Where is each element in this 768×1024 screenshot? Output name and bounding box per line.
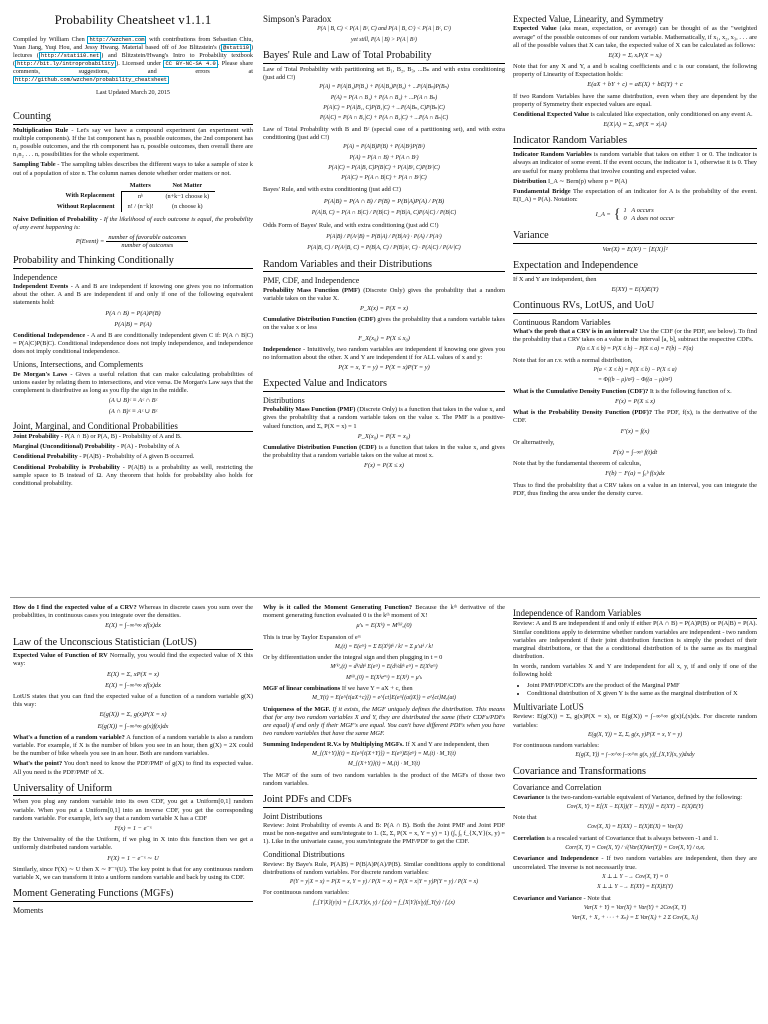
equation: yet still, P(A | B) > P(A | Bᶜ) (351, 36, 417, 43)
text: - A and B are conditionally independent given C if: P(A ∩ B|C) = P(A|C)P(B|C). Conditional independence does not imply independence, and independence does not imply conditional independence. (13, 331, 253, 356)
equation: P(A) = P(A ∩ B₁) + P(A ∩ B₂) + ...P(A ∩ Bₙ) (330, 94, 438, 101)
subsection-cov-corr: Covariance and Correlation (513, 783, 602, 793)
section-exp-independence: Expectation and Independence (513, 260, 757, 274)
subsection-joint-dist: Joint Distributions (263, 811, 323, 821)
equation: Cov(X, X) = E(XX) − E(X)E(X) = Var(X) (587, 824, 683, 831)
equation: E(X) = ∫₋∞^∞ xf(x)dx (105, 622, 161, 630)
equation: E(X|A) = Σₓ xP(X = x|A) (603, 121, 667, 129)
intro-text: with contributions from Sebastian Chiu, Yuan Jiang, Yuqi Hou, and Jessy Hwang. Material based off of Joe Blitzstein's (13, 35, 253, 51)
lotus-statement: LotUS states that you can find the expected value of a function of a random variable g(X) this way: (13, 693, 253, 709)
column-1-top (13, 10, 253, 593)
text: Because the kᵗʰ derivative of the moment generating function evaluated 0 is the kᵗʰ moment of X! (263, 604, 505, 620)
intro-text: Compiled by William Chen (13, 35, 85, 43)
equation: E(g(X)) = Σₓ g(x)P(X = x) (99, 711, 167, 719)
subsection-simpson: Simpson's Paradox (263, 14, 332, 24)
col-header: Not Matter (159, 181, 215, 191)
intro-text: and Blitzstein/Hwang's Intro to Probability textbook (107, 51, 253, 59)
subsection-moments: Moments (13, 905, 44, 915)
label: Correlation (513, 834, 545, 842)
equation: P(A | B, C) < P(A | Bᶜ, C) and P(A | B, Cᶜ) < P(A | Bᶜ, Cᶜ) (317, 26, 451, 33)
naive-def (13, 216, 253, 232)
intro-text: lectures (13, 51, 33, 59)
text: is a rescaled variant of Covariance that is always between -1 and 1. (546, 834, 719, 842)
label: Naive Definition of Probability (13, 215, 98, 223)
linearity-text: Note that for any X and Y, a and b scaling coefficients and c is our constant, the following property of Linearity of Expectation holds: (513, 63, 757, 79)
intro-text: . Please share comments, suggestions, and errors at (13, 59, 253, 75)
equation: (A ∩ B)ᶜ ≡ Aᶜ ∪ Bᶜ (108, 408, 158, 416)
correlation-text (513, 835, 757, 843)
label: Uniqueness of the MGF. (263, 705, 331, 713)
label: Expected Value (513, 25, 557, 33)
crv-interval (513, 328, 757, 344)
text: - Intuitively, two random variables are independent if knowing one gives you no information about the other. X and Y are independent if for ALL values of x and y: (263, 345, 505, 361)
list-item: • Joint PMF/PDF/CDFs are the product of the Marginal PMF (527, 682, 757, 690)
section-counting: Counting (13, 111, 253, 125)
rv-ind-text: Review: A and B are independent if and only if either P(A ∩ B) = P(A)P(B) or P(A|B) = P(A). Similar conditions apply to determine whether random variables are independent - two random variables are independent if their joint distribution function is simply the product of their marginal distributions, or that the a conditional distribution of is the same as its marginal distribution. (513, 620, 757, 661)
text: - If the likelihood of each outcome is equal, the probability of any event happening is: (13, 215, 253, 231)
indicator-dist (513, 178, 757, 186)
subsection-crv: Continuous Random Variables (513, 317, 611, 327)
link-license[interactable]: CC BY-NC-SA 4.0 (165, 60, 216, 67)
indicator-text (513, 151, 757, 176)
equation: Var(X + Y) = Var(X) + Var(Y) + 2Cov(X, Y) (583, 904, 687, 911)
label: Indicator Random Variables (513, 151, 592, 159)
intro-text: . Licensed under (118, 59, 162, 67)
text: - The sampling tables describes the different ways to take a sample of size k out of a population of size n. The column names denote whether order matters or not. (13, 161, 253, 177)
uou-text: When you plug any random variable into its own CDF, you get a Uniform[0,1] random variable. When you put a Uniform[0,1] into an inverse CDF, you get the corresponding random variable. For example, let's say that a random variable X has a CDF (13, 798, 253, 822)
symmetry-text: If two Random Variables have the same distribution, even when they are dependent by the property of Symmetry their expected values are equal. (513, 92, 757, 108)
label: Fundamental Bridge (513, 187, 571, 195)
table-cell: (n choose k) (172, 202, 203, 210)
rv-ind-text-2: In words, random variables X and Y are independent for all x, y, if and only if one of the following hold: (513, 663, 757, 679)
page-title: Probability Cheatsheet v1.1.1 (54, 12, 212, 27)
text: It is the following function of x. (649, 387, 732, 395)
pmf-text (263, 287, 505, 303)
link-stat110[interactable]: http://stat110.net (40, 52, 100, 59)
joint-prob (13, 433, 253, 441)
intro-paragraph: Compiled by William Chen http://wzchen.com with contributions from Sebastian Chiu, Yuan Jiang, Yuqi Hou, and Jessy Hwang. Material based off of Joe Blitzstein's ( @stat110 ) lectures ( http://stat110.net ) and Blitzstein/Hwang's Intro to Probability textbook ( http://bit.ly/introprobability ). Licensed under CC BY-NC-SA 4.0 . Please share comments, suggestions, and errors at http://github.com/wzchen/probability_cheatsheet (13, 35, 253, 83)
equation: Cov(X, Y) = E[(X − E(X))(Y − E(Y))] = E(XY) − E(X)E(Y) (566, 803, 704, 810)
mult-rule (13, 127, 253, 160)
equation: = Φ((b − μ)/σ²) − Φ((a − μ)/σ²) (597, 377, 673, 384)
de-morgan (13, 371, 253, 396)
equation: M_{(X+Y)}(t) = Mₓ(t) · M_Y(t) (348, 761, 420, 768)
label: Multiplication Rule (13, 126, 69, 134)
label: What is the Probability Density Function (PDF)? (513, 409, 653, 417)
label: What's a function of a random variable? (13, 733, 125, 741)
equation: F(x) = 1 − e⁻ˣ (114, 825, 152, 832)
equation: P(A|C) = P(A|B, C)P(B|C) + P(A|Bᶜ, C)P(Bᶜ|C) (328, 165, 440, 172)
mlotus-text-2: For continuous random variables: (513, 742, 600, 750)
label: Probability Mass Function (PMF) (263, 406, 356, 414)
subsection-distributions: Distributions (263, 395, 305, 405)
label: Covariance and Independence (513, 855, 599, 863)
subsection-cond-dist: Conditional Distributions (263, 850, 345, 860)
label: Conditional Probability is Probability (13, 463, 120, 471)
subsection-joint-marginal: Joint, Marginal, and Conditional Probabilities (13, 421, 253, 432)
ftc-note: Note that by the fundamental theorem of calculus, (513, 460, 642, 468)
label: Independence (263, 345, 301, 353)
mgf-sum-text: The MGF of the sum of two random variables is the product of the MGFs of those two random variables. (263, 771, 505, 787)
label: Sampling Table (13, 161, 56, 169)
rv-independence (263, 346, 505, 362)
section-indicators: Indicator Random Variables (513, 135, 757, 149)
equation: P(A|B) = P(A ∩ B) / P(B) = P(B|A)P(A) / P(B) (323, 198, 445, 206)
equation: E(aX + bY + c) = aE(X) + bE(Y) + c (587, 81, 683, 89)
equation: P(A|B) / P(Aᶜ|B) = P(B|A) / P(B|Aᶜ) · P(A) / P(Aᶜ) (326, 233, 442, 240)
bayes-rule-text: Bayes' Rule, and with extra conditioning (just add C!) (263, 185, 401, 193)
cdf-question (513, 388, 757, 396)
uou-text-3: Similarly, since F(X) ∼ U then X ∼ F⁻¹(U). The key point is that for any continuous random variable X, we can transform it into a uniform random variable and back by using its CDF. (13, 865, 253, 881)
taylor-text: This is true by Taylor Expansion of eᵗˣ (263, 633, 361, 641)
table-cell: n! / (n−k)! (127, 202, 154, 210)
ltp2-text: Law of Total Probability with B and Bᶜ (special case of a partitioning set), and with extra conditioning (just add C!) (263, 125, 505, 142)
label: Covariance and Variance (513, 894, 582, 902)
column-2-top (263, 10, 505, 593)
link-wzchen[interactable]: http://wzchen.com (89, 36, 145, 43)
cdf-text (263, 316, 505, 332)
equation: P(Y = y|X = x) = P(X = x, Y = y) / P(X = x) = P(X = x|Y = y)P(Y = y) / P(X = x) (289, 878, 479, 885)
equation: M_{(X+Y)}(t) = E(e^{t(X+Y)}) = E(eᵗˣ)E(eᵗʸ) = Mₓ(t) · M_Y(t) (312, 750, 456, 757)
equation: P(A|B) = P(A) (114, 320, 152, 328)
subsection-independence: Independence (13, 272, 58, 282)
equation: P(A|C) = P(A ∩ B|C) + P(A ∩ Bᶜ|C) (341, 175, 427, 182)
column-2-bottom (263, 604, 505, 1024)
lotus-intro (13, 652, 253, 668)
subsection-rv-independence: Independence of Random Variables (513, 608, 757, 619)
label: De Morgan's Laws (13, 370, 68, 378)
table-cell: nᵏ (138, 192, 144, 200)
equation: X ⊥⊥ Y −→ E(XY) = E(X)E(Y) (597, 884, 673, 891)
section-lotus: Law of the Unconscious Statistician (LotUS) (13, 637, 253, 651)
label: Conditional Expected Value (513, 111, 589, 119)
equation: M_Y(t) = E(e^{t(aX+c)}) = e^{ct}E(e^{(at)X}) = e^{ct}Mₓ(at) (312, 695, 456, 702)
section-expected-value: Expected Value and Indicators (263, 378, 505, 392)
eq-denominator: number of outcomes (121, 242, 174, 250)
equation: f_{Y|X}(y|x) = f_{X,Y}(x, y) / fₓ(x) = f_{X|Y}(x|y)f_Y(y) / fₓ(x) (313, 899, 455, 906)
label: Probability Mass Function (PMF) (263, 286, 361, 294)
independent-events (13, 283, 253, 308)
label: Joint Probability (13, 432, 60, 440)
equation: X ⊥⊥ Y −→ Cov(X, Y) = 0 (602, 873, 668, 880)
diff-text: Or by differentiation under the integral sign and then plugging in t = 0 (263, 654, 443, 662)
section-random-variables: Random Variables and their Distributions (263, 259, 505, 273)
cont-text: For continuous random variables: (263, 889, 350, 897)
text: - Let's say we have a compound experiment (an experiment with multiple components). If the 1st component has n₁ possible outcomes, the 2nd component has n₂ possible outcomes, and the rth component has nᵣ possible outcomes, then overall there are n₁n₂ . . . nᵣ possibilities for the whole experiment. (13, 126, 253, 159)
normal-note: Note that for an r.v. with a normal distribution, (513, 356, 633, 364)
section-variance: Variance (513, 230, 757, 244)
label: Conditional Probability (13, 453, 78, 461)
brace-icon: { (613, 207, 621, 223)
equation: P(A|C) = P(A ∩ B₁|C) + P(A ∩ B₂|C) + ...P(A ∩ Bₙ|C) (319, 115, 449, 122)
text: is random variable that takes on either 1 or 0. The indicator is always an indicator of some event. If the event occurs, the indicator is 1, otherwise it is 0. They are useful for many problems that involve counting and expected value. (513, 151, 757, 175)
equation: M⁽ᵏ⁾ₓ(0) = E(Xᵏe⁰ˣ) = E(Xᵏ) = μ′ₖ (345, 674, 423, 681)
section-universality: Universality of Uniform (13, 783, 253, 797)
text: - P(A|B) - Probability of A given B occurred. (79, 453, 195, 461)
equation: F(x) = P(X ≤ x) (614, 398, 656, 406)
function-of-rv (13, 734, 253, 759)
conditional-prob (13, 453, 253, 461)
column-3-top (513, 10, 757, 593)
text: - P(A|B) is a probability as well, restricting the sample space to B instead of Ω. Any theorem that holds for probability also holds for conditional probability. (13, 463, 253, 487)
exp-ind-text: If X and Y are independent, then (513, 275, 597, 283)
text: A function of a random variable is also a random variable. For example, if X is the number of bikes you see in an hour, then g(X) = 2X could be the number of bike wheels you see in an hour. Both are random variables. (13, 733, 253, 758)
indicator-equation (513, 206, 757, 224)
row-header: Without Replacement (51, 202, 121, 212)
label: What is the Cumulative Density Function (CDF)? (513, 387, 649, 395)
table-cell: (n+k−1 choose k) (165, 192, 210, 200)
equation: μ′ₖ = E(Xᵏ) = M⁽ᵏ⁾ₓ(0) (356, 622, 412, 630)
link-stat110-handle[interactable]: @stat110 (223, 44, 249, 51)
mlotus-text: Review: E(g(X)) = Σₓ g(x)P(X = x), or E(g(X)) = ∫₋∞^∞ g(x)fₓ(x)dx. For discrete random variables: (513, 713, 757, 729)
eq-lhs: P(Event) = (75, 237, 105, 245)
cov-note: Note that (513, 814, 537, 822)
odds-form-text: Odds Form of Bayes' Rule, and with extra conditioning (just add C!) (263, 221, 439, 229)
equation: F(X) = 1 − e⁻ˣ ∼ U (107, 854, 159, 862)
equation: P(A|B, C) = P(A ∩ B|C) / P(B|C) = P(B|A, C)P(A|C) / P(B|C) (311, 210, 457, 217)
label: Cumulative Distribution Function (CDF) (263, 443, 377, 451)
pdf-conclusion: Thus to find the probability that a CRV takes on a value in an interval, you can integrate the PDF, thus finding the area under the density curve. (513, 481, 757, 497)
text: Normally, you would find the expected value of X this way: (13, 652, 253, 668)
text: - P(A ∩ B) or P(A, B) - Probability of A and B. (60, 432, 182, 440)
link-github[interactable]: http://github.com/wzchen/probability_cheatsheet (15, 76, 168, 83)
equation: E(g(X, Y)) = ∫₋∞^∞ ∫₋∞^∞ g(x, y)f_{X,Y}(x, y)dxdy (575, 752, 695, 759)
mgf-sum (263, 741, 505, 749)
equation: Var(X₁ + X₂ + · · · + Xₙ) = Σ Var(Xᵢ) + 2 Σ Cov(Xᵢ, Xⱼ) (571, 915, 699, 922)
section-bayes: Bayes' Rule and Law of Total Probability (263, 50, 505, 64)
equation: E(g(X)) = ∫₋∞^∞ g(x)f(x)dx (97, 722, 169, 730)
label: Conditional Independence (13, 331, 86, 339)
label: Distribution (513, 177, 547, 185)
cdf-text (263, 444, 505, 460)
text: The expectation of an indicator for A is the probability of the event. E(I_A) = P(A). Notation: (513, 187, 757, 204)
col-header: Matters (121, 181, 159, 191)
label: How do I find the expected value of a CRV? (13, 604, 137, 611)
link-textbook[interactable]: http://bit.ly/introprobability (17, 60, 115, 67)
equation: P(A|C) = P(A|B₁, C)P(B₁|C) + ...P(A|Bₙ, C)P(Bₙ|C) (323, 105, 445, 112)
rv-ind-list (527, 682, 757, 698)
equation: P(a < X ≤ b) = P(X ≤ b) − P(X ≤ a) (593, 367, 677, 374)
equation: P(a ≤ X ≤ b) = P(X ≤ b) − P(X ≤ a) = F(b) − F(a) (576, 346, 694, 353)
label: Covariance (513, 793, 545, 801)
last-updated: Last Updated March 20, 2015 (95, 89, 171, 96)
equation: P(A) = P(A ∩ B) + P(A ∩ Bᶜ) (349, 154, 419, 161)
whats-the-point (13, 760, 253, 776)
text: is a function that takes in the value x, and gives the probability that a random variable takes on the value at most x. (263, 443, 505, 460)
equation: (A ∪ B)ᶜ ≡ Aᶜ ∩ Bᶜ (108, 397, 158, 405)
text: - If two random variables are independent, then they are uncorrelated. The inverse is not necessarily true. (513, 855, 757, 871)
cond-prob-is-prob (13, 464, 253, 489)
cond-ev-text (513, 111, 757, 119)
text: The PDF, f(x), is the derivative of the CDF. (513, 409, 757, 425)
pmf-text (263, 406, 505, 431)
joint-dist-text: Review: Joint Probability of events A and B: P(A ∩ B). Both the Joint PMF and Joint PDF must be non-negative and sum/integrate to 1. (Σₓ Σᵧ P(X = x, Y = y) = 1) (∫ₓ ∫ᵧ f_{X,Y}(x, y) = 1). Like in the univariate cause, you sum/integrate the PMF/PDF to get the CDF. (263, 821, 505, 846)
column-1-bottom (13, 604, 253, 1024)
equation: F(x) = ∫₋∞ˣ f(t)dt (612, 448, 658, 456)
list-item: • Conditional distribution of X given Y is the same as the marginal distribution of X (527, 690, 757, 698)
section-mgf: Moment Generating Functions (MGFs) (13, 888, 253, 902)
cases (623, 207, 674, 223)
text: - A and B are independent if knowing one gives you no information about the other. A and B are independent if and only if one of the following equivalent statements hold: (13, 282, 253, 307)
equation: P_X(x) = P(X = x) (359, 304, 408, 312)
column-3-bottom (513, 604, 757, 1024)
cond-dist-text: Review: By Baye's Rule, P(A|B) = P(B|A)P(A)/P(B). Similar conditions apply to conditional distributions of random variables. For discrete random variables: (263, 860, 505, 876)
section-continuous: Continuous RVs, LotUS, and UoU (513, 300, 757, 314)
case: 0 A does not occur (623, 215, 675, 223)
uou-text-2: By the Universality of the the Uniform, if we plug in X into this function then we get a uniformly distributed random variable. (13, 836, 253, 852)
equation: P(X = x, Y = y) = P(X = x)P(Y = y) (338, 364, 430, 372)
sampling-table (51, 181, 215, 212)
text: (aka mean, expectation, or average) can be thought of as the "weighted average" of the possible outcomes of our random variable. Mathematically, if x₁, x₂, x₃, . . . are all of the possible values that X can take, the expected value of X can be calculated as follows: (513, 25, 757, 49)
label: Cumulative Distribution Function (CDF) (263, 316, 376, 324)
text: (Discrete Only) gives the probability that a random variable takes on the value X. (263, 286, 505, 302)
text: Whereas in discrete cases you sum over the probabilities, in continuous cases you integrate over the densities. (13, 604, 253, 620)
covariance-text (513, 794, 757, 802)
text: If X and Y are independent, then (405, 740, 489, 748)
fundamental-bridge (513, 188, 757, 204)
conditional-independence (13, 332, 253, 357)
row-header: With Replacement (51, 191, 121, 201)
text: If it exists, the MGF uniquely defines the distribution. This means that for any two random variables X and Y, they are distributed the same (their CDFs/PDFs are equal) if and only if their MGF's are equal. You can't have different PDFs when you have two random variables that have the same MGF. (263, 705, 505, 738)
equation: F(b) − F(a) = ∫ₐᵇ f(x)dx (605, 470, 665, 478)
why-mgf (263, 604, 505, 620)
text: - Note that (583, 894, 611, 902)
equation: M⁽ᵏ⁾ₓ(t) = dᵏ/dtᵏ E(eᵗˣ) = E(dᵏ/dtᵏ eᵗˣ) = E(Xᵏeᵗˣ) (330, 664, 438, 671)
equation: E(XY) = E(X)E(Y) (611, 285, 659, 293)
section-joint: Joint PDFs and CDFs (263, 794, 505, 808)
text: gives the probability that a random variable takes on the value x or less (263, 316, 505, 332)
equation: E(X) = Σₓ xP(X = x) (106, 670, 160, 678)
mgf-linear (263, 685, 505, 693)
alt-text: Or alternatively, (513, 438, 555, 446)
label: Expected Value of Function of RV (13, 652, 108, 660)
subsection-multivariate-lotus: Multivariate LotUS (513, 702, 584, 713)
eq-lhs: I_A = (595, 211, 611, 219)
page-divider (10, 597, 760, 598)
label: Marginal (Unconditional) Probability (13, 443, 116, 451)
text: is calculated like expectation, only conditioned on any event A. (590, 111, 753, 119)
equation: F(x) = P(X ≤ x) (363, 462, 405, 470)
expected-value-text (513, 25, 757, 50)
subsection-ev-linearity: Expected Value, Linearity, and Symmetry (513, 14, 664, 24)
text: - Gives a useful relation that can make calculating probabilities of unions easier by relating them to intersections, and vice versa. De Morgan's Law says that the complement is distributive as long as you flip the sign in the middle. (13, 370, 253, 395)
equation: P(A) = P(A|B)P(B) + P(A|Bᶜ)P(Bᶜ) (343, 144, 425, 151)
cov-variance (513, 895, 757, 903)
section-prob-thinking: Probability and Thinking Conditionally (13, 255, 253, 269)
equation: P(A|B, C) / P(Aᶜ|B, C) = P(B|A, C) / P(B|Aᶜ, C) · P(A|C) / P(Aᶜ|C) (307, 245, 461, 252)
equation: Mₓ(t) = E(eᵗˣ) = Σ E(Xᵏ)tᵏ / k! = Σ μ′ₖtᵏ / k! (334, 643, 434, 650)
label: MGF of linear combinations (263, 685, 341, 693)
equation: P(A ∩ B) = P(A)P(B) (105, 309, 161, 317)
equation: P_X(x₀) = P(X = x₀) (357, 432, 411, 440)
equation: F′(x) = f(x) (620, 427, 650, 435)
equation: Corr(X, Y) = Cov(X, Y) / √(Var(X)Var(Y)) = Cov(X, Y) / σₓσᵧ (565, 845, 705, 852)
label: Independent Events (13, 282, 69, 290)
crv-ev-question (13, 604, 253, 620)
label: What's the point? (13, 760, 63, 768)
subsection-unions: Unions, Intersections, and Complements (13, 360, 143, 370)
text: is the two-random-variable equivalent of Variance, defined by the following: (545, 793, 743, 801)
mgf-uniqueness (263, 706, 505, 739)
pdf-question (513, 409, 757, 425)
text: Use the CDF (or the PDF, see below). To find the probability that a CRV takes on a value in the interval [a, b], subtract the respective CDFs. (513, 328, 757, 344)
equation: F_X(x₀) = P(X ≤ x₀) (358, 334, 410, 342)
subsection-pmf-cdf: PMF, CDF, and Independence (263, 276, 360, 286)
naive-equation (13, 234, 253, 249)
text: You don't need to know the PDF/PMF of g(X) to find its expected value. All you need is the PDF/PMF of X. (13, 760, 253, 776)
section-covariance: Covariance and Transformations (513, 766, 757, 780)
marginal-prob (13, 443, 253, 451)
text: I_A ∼ Bern(p) where p = P(A) (548, 177, 628, 185)
equation: Var(X) = E(X²) − [E(X)]² (602, 245, 668, 253)
sampling-table-text (13, 161, 253, 177)
ltp-text: Law of Total Probability with partitioning set B₁, B₂, B₃, ...Bₙ and with extra conditioning (just add C!) (263, 65, 505, 82)
text: (Discrete Only) is a function that takes in the value x, and gives the probability that a random variable takes on the value x. The PMF is a positive-valued function, and Σₓ P(X = x) = 1 (263, 406, 505, 430)
cov-independence (513, 855, 757, 871)
equation: P(A) = P(A|B₁)P(B₁) + P(A|B₂)P(B₂) + ...P(A|Bₙ)P(Bₙ) (319, 84, 449, 91)
label: Why is it called the Moment Generating Function? (263, 604, 413, 611)
eq-numerator: number of favorable outcomes (108, 233, 187, 241)
equation: E(X) = ∫₋∞^∞ xf(x)dx (105, 681, 161, 689)
equation: E(X) = Σᵢ xᵢP(X = xᵢ) (608, 51, 662, 59)
label: What's the prob that a CRV is in an interval? (513, 328, 638, 336)
text: - P(A) - Probability of A (117, 443, 180, 451)
label: Summing Independent R.V.s by Multiplying MGFs. (263, 740, 404, 748)
case: 1 A occurs (623, 207, 654, 215)
equation: E(g(X, Y)) = Σₓ Σᵧ g(x, y)P(X = x, Y = y) (587, 731, 683, 738)
text: If we have Y = aX + c, then (341, 685, 413, 693)
